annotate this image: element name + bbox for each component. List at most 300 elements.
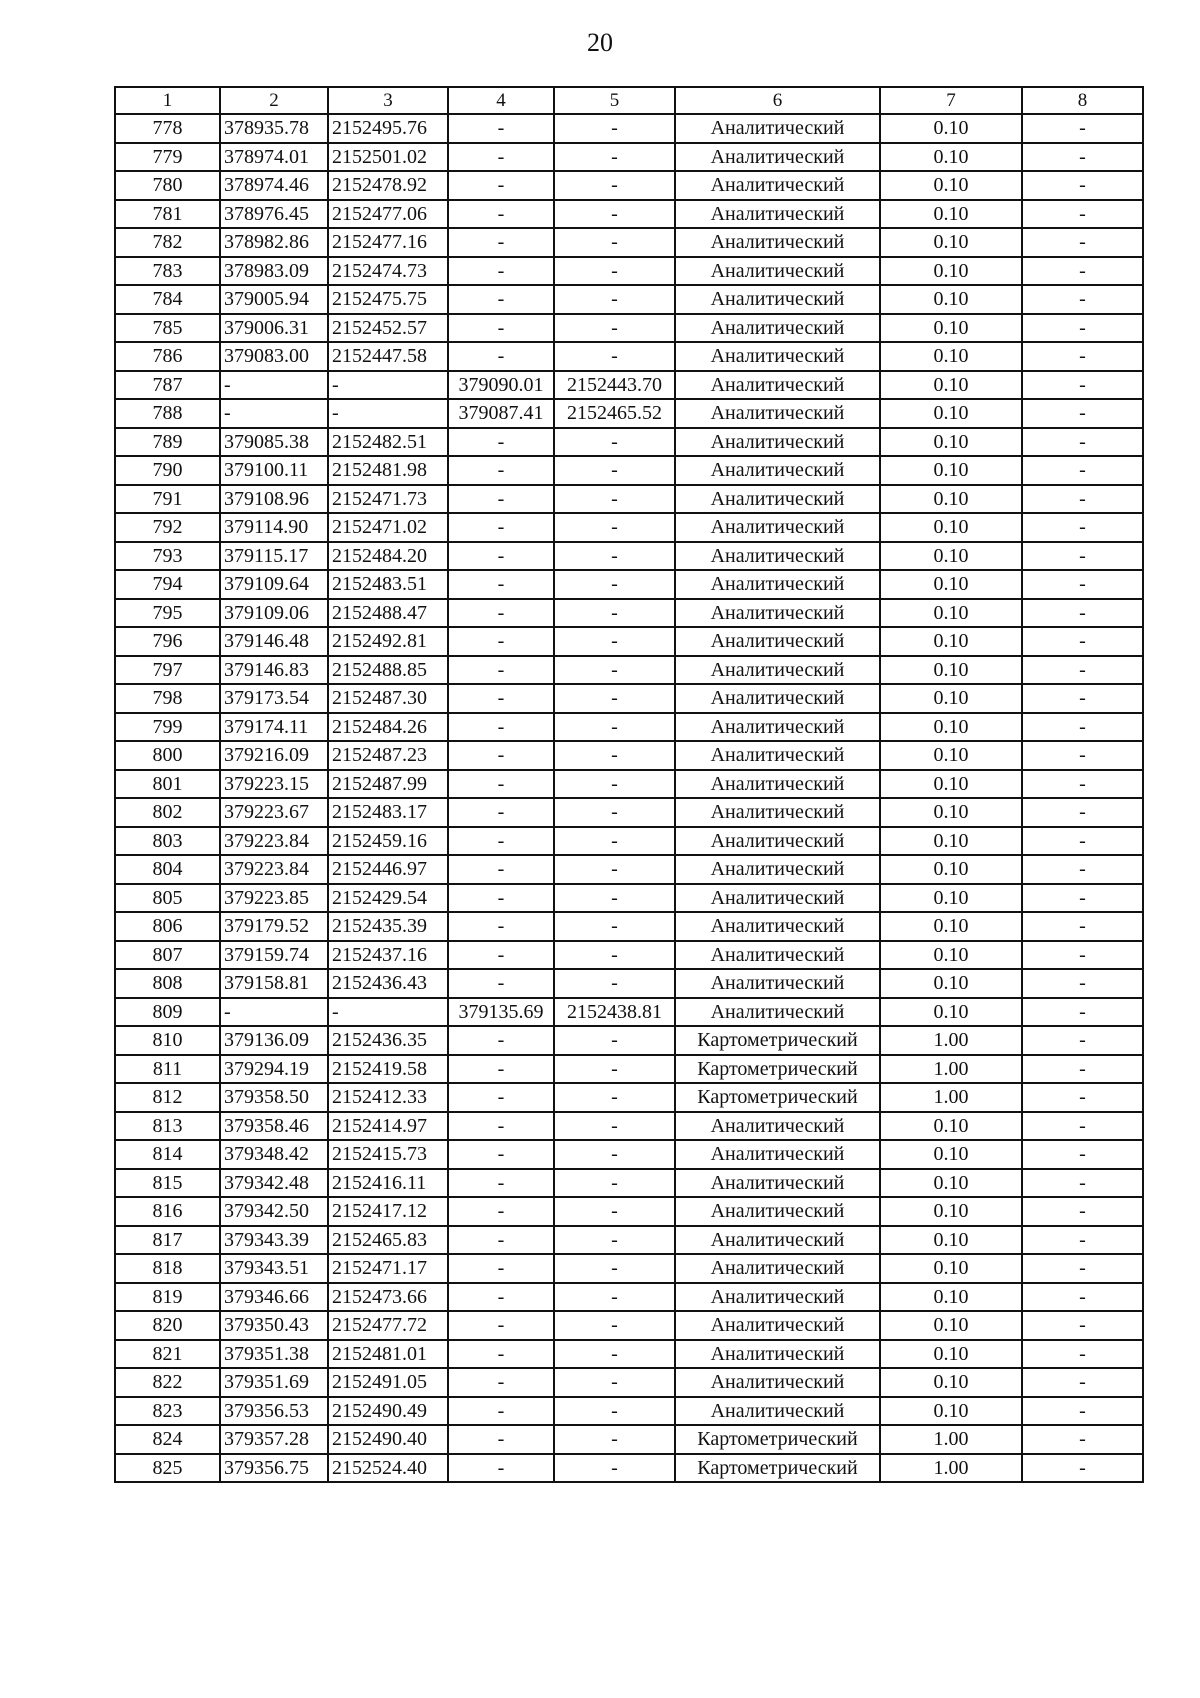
table-cell: - xyxy=(1022,428,1143,457)
table-cell: 2152481.01 xyxy=(328,1340,448,1369)
table-cell: 378974.46 xyxy=(220,171,328,200)
table-row xyxy=(115,969,1143,998)
table-cell: 379342.50 xyxy=(220,1197,328,1226)
table-cell: 2152459.16 xyxy=(328,827,448,856)
table-cell: 0.10 xyxy=(880,855,1022,884)
table-cell: - xyxy=(554,485,675,514)
table-cell: 379351.69 xyxy=(220,1368,328,1397)
table-cell: - xyxy=(554,1226,675,1255)
table-cell: Аналитический xyxy=(675,998,880,1027)
table-cell: - xyxy=(554,684,675,713)
table-cell: Аналитический xyxy=(675,798,880,827)
table-cell: 379351.38 xyxy=(220,1340,328,1369)
table-cell: Аналитический xyxy=(675,485,880,514)
table-cell: Аналитический xyxy=(675,428,880,457)
column-header: 1 xyxy=(115,87,220,114)
table-cell: 804 xyxy=(115,855,220,884)
table-cell: - xyxy=(554,342,675,371)
table-cell: 2152417.12 xyxy=(328,1197,448,1226)
table-cell: 817 xyxy=(115,1226,220,1255)
table-cell: 379179.52 xyxy=(220,912,328,941)
table-cell: - xyxy=(554,314,675,343)
table-row xyxy=(115,1197,1143,1226)
table-cell: Аналитический xyxy=(675,228,880,257)
table-cell: 2152483.51 xyxy=(328,570,448,599)
table-cell: - xyxy=(554,656,675,685)
table-cell: 805 xyxy=(115,884,220,913)
table-cell: Аналитический xyxy=(675,371,880,400)
table-cell: - xyxy=(1022,285,1143,314)
table-cell: 2152483.17 xyxy=(328,798,448,827)
table-row xyxy=(115,998,1143,1027)
table-cell: 0.10 xyxy=(880,285,1022,314)
table-cell: - xyxy=(448,912,554,941)
table-row xyxy=(115,855,1143,884)
table-cell: - xyxy=(554,1197,675,1226)
table-cell: - xyxy=(1022,969,1143,998)
table-cell: 379223.84 xyxy=(220,855,328,884)
table-cell: - xyxy=(1022,228,1143,257)
table-cell: Аналитический xyxy=(675,713,880,742)
table-cell: 801 xyxy=(115,770,220,799)
table-cell: - xyxy=(554,570,675,599)
table-cell: 2152471.17 xyxy=(328,1254,448,1283)
table-cell: 379223.84 xyxy=(220,827,328,856)
table-row xyxy=(115,371,1143,400)
table-cell: - xyxy=(1022,399,1143,428)
table-cell: 0.10 xyxy=(880,599,1022,628)
table-row xyxy=(115,1169,1143,1198)
table-cell: 379343.51 xyxy=(220,1254,328,1283)
table-cell: 379158.81 xyxy=(220,969,328,998)
table-cell: - xyxy=(1022,1197,1143,1226)
table-cell: 379174.11 xyxy=(220,713,328,742)
table-cell: 378935.78 xyxy=(220,114,328,143)
table-cell: - xyxy=(448,485,554,514)
table-cell: 2152492.81 xyxy=(328,627,448,656)
table-cell: Картометрический xyxy=(675,1454,880,1483)
table-cell: 0.10 xyxy=(880,941,1022,970)
table-cell: Аналитический xyxy=(675,1397,880,1426)
table-cell: - xyxy=(1022,200,1143,229)
table-cell: 379216.09 xyxy=(220,741,328,770)
table-row xyxy=(115,285,1143,314)
table-cell: 0.10 xyxy=(880,1169,1022,1198)
table-cell: 822 xyxy=(115,1368,220,1397)
table-cell: - xyxy=(448,1226,554,1255)
table-cell: 379146.48 xyxy=(220,627,328,656)
table-cell: - xyxy=(554,1397,675,1426)
column-header: 8 xyxy=(1022,87,1143,114)
table-cell: - xyxy=(554,200,675,229)
table-cell: 379357.28 xyxy=(220,1425,328,1454)
table-cell: - xyxy=(1022,570,1143,599)
table-cell: - xyxy=(1022,513,1143,542)
table-cell: 0.10 xyxy=(880,485,1022,514)
table-cell: - xyxy=(1022,855,1143,884)
table-row xyxy=(115,912,1143,941)
table-row xyxy=(115,1140,1143,1169)
table-cell: - xyxy=(220,371,328,400)
table-cell: 379136.09 xyxy=(220,1026,328,1055)
table-cell: 2152501.02 xyxy=(328,143,448,172)
table-cell: Аналитический xyxy=(675,770,880,799)
table-cell: 793 xyxy=(115,542,220,571)
table-cell: 0.10 xyxy=(880,342,1022,371)
table-cell: - xyxy=(1022,1283,1143,1312)
table-cell: 378974.01 xyxy=(220,143,328,172)
table-cell: 0.10 xyxy=(880,200,1022,229)
table-cell: - xyxy=(554,1425,675,1454)
table-cell: - xyxy=(448,884,554,913)
table-cell: 823 xyxy=(115,1397,220,1426)
table-cell: 0.10 xyxy=(880,884,1022,913)
table-cell: - xyxy=(448,257,554,286)
table-cell: 0.10 xyxy=(880,1340,1022,1369)
table-row xyxy=(115,656,1143,685)
table-cell: 379342.48 xyxy=(220,1169,328,1198)
table-cell: - xyxy=(448,855,554,884)
table-cell: - xyxy=(448,314,554,343)
table-cell: - xyxy=(448,285,554,314)
table-cell: Аналитический xyxy=(675,1197,880,1226)
table-cell: 0.10 xyxy=(880,1397,1022,1426)
table-row xyxy=(115,314,1143,343)
table-cell: Аналитический xyxy=(675,513,880,542)
table-cell: 2152478.92 xyxy=(328,171,448,200)
table-cell: 0.10 xyxy=(880,1197,1022,1226)
table-cell: 379159.74 xyxy=(220,941,328,970)
table-cell: - xyxy=(1022,1311,1143,1340)
table-cell: 2152482.51 xyxy=(328,428,448,457)
table-cell: 815 xyxy=(115,1169,220,1198)
table-cell: - xyxy=(554,1140,675,1169)
table-cell: 802 xyxy=(115,798,220,827)
table-cell: - xyxy=(448,143,554,172)
table-cell: 800 xyxy=(115,741,220,770)
table-row xyxy=(115,542,1143,571)
table-cell: 0.10 xyxy=(880,912,1022,941)
table-cell: 2152465.83 xyxy=(328,1226,448,1255)
table-cell: - xyxy=(1022,627,1143,656)
table-cell: 809 xyxy=(115,998,220,1027)
table-cell: 791 xyxy=(115,485,220,514)
table-cell: - xyxy=(1022,342,1143,371)
table-row xyxy=(115,1112,1143,1141)
table-row xyxy=(115,1368,1143,1397)
table-cell: - xyxy=(1022,456,1143,485)
table-row xyxy=(115,599,1143,628)
column-header: 3 xyxy=(328,87,448,114)
table-cell: 2152471.02 xyxy=(328,513,448,542)
table-cell: - xyxy=(554,456,675,485)
table-cell: 0.10 xyxy=(880,428,1022,457)
table-cell: 2152488.85 xyxy=(328,656,448,685)
table-cell: 0.10 xyxy=(880,456,1022,485)
table-cell: 821 xyxy=(115,1340,220,1369)
table-cell: - xyxy=(448,428,554,457)
table-cell: - xyxy=(448,827,554,856)
table-cell: 0.10 xyxy=(880,998,1022,1027)
table-cell: 816 xyxy=(115,1197,220,1226)
table-cell: 780 xyxy=(115,171,220,200)
table-cell: 379223.67 xyxy=(220,798,328,827)
table-cell: 379348.42 xyxy=(220,1140,328,1169)
table-cell: 1.00 xyxy=(880,1026,1022,1055)
table-cell: 781 xyxy=(115,200,220,229)
table-cell: 0.10 xyxy=(880,114,1022,143)
table-cell: - xyxy=(1022,171,1143,200)
table-cell: 379109.64 xyxy=(220,570,328,599)
table-cell: - xyxy=(554,285,675,314)
table-cell: 2152443.70 xyxy=(554,371,675,400)
table-cell: - xyxy=(1022,827,1143,856)
table-cell: 0.10 xyxy=(880,1140,1022,1169)
table-cell: - xyxy=(220,998,328,1027)
table-cell: - xyxy=(448,1283,554,1312)
table-row xyxy=(115,114,1143,143)
table-header-row xyxy=(115,87,1143,114)
table-cell: 379350.43 xyxy=(220,1311,328,1340)
table-cell: - xyxy=(1022,912,1143,941)
table-row xyxy=(115,456,1143,485)
table-cell: - xyxy=(554,969,675,998)
table-cell: - xyxy=(1022,1226,1143,1255)
table-cell: - xyxy=(1022,1169,1143,1198)
table-cell: - xyxy=(448,599,554,628)
table-cell: - xyxy=(554,855,675,884)
table-row xyxy=(115,1055,1143,1084)
table-cell: 818 xyxy=(115,1254,220,1283)
table-row xyxy=(115,713,1143,742)
table-cell: Аналитический xyxy=(675,285,880,314)
table-row xyxy=(115,513,1143,542)
table-cell: 2152416.11 xyxy=(328,1169,448,1198)
table-cell: 0.10 xyxy=(880,1311,1022,1340)
table-cell: - xyxy=(1022,713,1143,742)
table-cell: - xyxy=(448,1254,554,1283)
table-cell: 379115.17 xyxy=(220,542,328,571)
table-cell: 379114.90 xyxy=(220,513,328,542)
table-cell: 0.10 xyxy=(880,684,1022,713)
table-row xyxy=(115,228,1143,257)
table-cell: Аналитический xyxy=(675,200,880,229)
table-cell: Аналитический xyxy=(675,1226,880,1255)
table-cell: 2152524.40 xyxy=(328,1454,448,1483)
table-cell: Аналитический xyxy=(675,1340,880,1369)
table-row xyxy=(115,143,1143,172)
table-cell: Аналитический xyxy=(675,656,880,685)
coordinates-table xyxy=(114,86,1144,1483)
table-cell: - xyxy=(1022,257,1143,286)
table-cell: - xyxy=(1022,1026,1143,1055)
table-cell: 0.10 xyxy=(880,827,1022,856)
table-cell: 824 xyxy=(115,1425,220,1454)
table-cell: Аналитический xyxy=(675,969,880,998)
table-cell: - xyxy=(448,1454,554,1483)
table-cell: 1.00 xyxy=(880,1055,1022,1084)
table-cell: - xyxy=(448,456,554,485)
table-cell: Аналитический xyxy=(675,314,880,343)
table-cell: - xyxy=(1022,542,1143,571)
table-cell: - xyxy=(554,741,675,770)
table-row xyxy=(115,342,1143,371)
table-cell: - xyxy=(1022,1055,1143,1084)
table-cell: 0.10 xyxy=(880,969,1022,998)
table-row xyxy=(115,1340,1143,1369)
table-cell: 0.10 xyxy=(880,1254,1022,1283)
table-cell: - xyxy=(1022,798,1143,827)
table-cell: 379223.15 xyxy=(220,770,328,799)
table-cell: 2152436.43 xyxy=(328,969,448,998)
table-row xyxy=(115,1311,1143,1340)
table-cell: 379087.41 xyxy=(448,399,554,428)
table-cell: 2152475.75 xyxy=(328,285,448,314)
table-cell: - xyxy=(1022,1454,1143,1483)
table-cell: 803 xyxy=(115,827,220,856)
table-cell: Аналитический xyxy=(675,143,880,172)
table-row xyxy=(115,1226,1143,1255)
table-cell: 379005.94 xyxy=(220,285,328,314)
table-cell: 379109.06 xyxy=(220,599,328,628)
table-cell: - xyxy=(554,884,675,913)
table-cell: Аналитический xyxy=(675,1140,880,1169)
table-cell: - xyxy=(554,827,675,856)
table-cell: - xyxy=(554,798,675,827)
table-cell: 2152435.39 xyxy=(328,912,448,941)
table-cell: - xyxy=(554,912,675,941)
table-cell: Аналитический xyxy=(675,171,880,200)
table-cell: 0.10 xyxy=(880,257,1022,286)
table-cell: 2152484.26 xyxy=(328,713,448,742)
table-cell: Аналитический xyxy=(675,342,880,371)
table-row xyxy=(115,257,1143,286)
table-cell: - xyxy=(328,371,448,400)
column-header: 4 xyxy=(448,87,554,114)
table-cell: 812 xyxy=(115,1083,220,1112)
table-cell: - xyxy=(554,143,675,172)
table-cell: 789 xyxy=(115,428,220,457)
table-cell: - xyxy=(448,513,554,542)
table-cell: 2152474.73 xyxy=(328,257,448,286)
table-row xyxy=(115,171,1143,200)
table-cell: 0.10 xyxy=(880,171,1022,200)
table-cell: 792 xyxy=(115,513,220,542)
table-cell: - xyxy=(1022,884,1143,913)
table-cell: Аналитический xyxy=(675,855,880,884)
table-cell: 796 xyxy=(115,627,220,656)
table-cell: Аналитический xyxy=(675,627,880,656)
table-cell: Аналитический xyxy=(675,114,880,143)
table-cell: - xyxy=(1022,1425,1143,1454)
table-cell: 379294.19 xyxy=(220,1055,328,1084)
table-cell: - xyxy=(448,1425,554,1454)
table-cell: - xyxy=(448,969,554,998)
table-cell: - xyxy=(1022,1112,1143,1141)
table-cell: 795 xyxy=(115,599,220,628)
table-cell: - xyxy=(448,1140,554,1169)
table-cell: - xyxy=(554,713,675,742)
table-cell: 0.10 xyxy=(880,399,1022,428)
table-cell: - xyxy=(448,171,554,200)
table-row xyxy=(115,884,1143,913)
table-cell: - xyxy=(554,428,675,457)
table-cell: 0.10 xyxy=(880,741,1022,770)
table-cell: 379356.75 xyxy=(220,1454,328,1483)
table-cell: 783 xyxy=(115,257,220,286)
table-cell: 379090.01 xyxy=(448,371,554,400)
table-row xyxy=(115,1283,1143,1312)
table-cell: 379100.11 xyxy=(220,456,328,485)
table-cell: - xyxy=(1022,1340,1143,1369)
table-cell: Аналитический xyxy=(675,1112,880,1141)
table-cell: - xyxy=(448,1197,554,1226)
table-cell: 814 xyxy=(115,1140,220,1169)
table-cell: 2152484.20 xyxy=(328,542,448,571)
column-header: 2 xyxy=(220,87,328,114)
table-cell: 786 xyxy=(115,342,220,371)
table-cell: - xyxy=(554,627,675,656)
table-cell: 2152487.99 xyxy=(328,770,448,799)
table-row xyxy=(115,1254,1143,1283)
table-cell: - xyxy=(554,513,675,542)
table-cell: - xyxy=(554,1112,675,1141)
table-cell: - xyxy=(554,1311,675,1340)
column-header: 5 xyxy=(554,87,675,114)
table-row xyxy=(115,200,1143,229)
table-cell: 2152477.06 xyxy=(328,200,448,229)
table-cell: - xyxy=(448,570,554,599)
table-cell: 797 xyxy=(115,656,220,685)
table-cell: Картометрический xyxy=(675,1055,880,1084)
table-cell: 0.10 xyxy=(880,1112,1022,1141)
table-cell: 378976.45 xyxy=(220,200,328,229)
table-cell: 2152429.54 xyxy=(328,884,448,913)
table-cell: 825 xyxy=(115,1454,220,1483)
table-cell: - xyxy=(554,1026,675,1055)
table-cell: 379135.69 xyxy=(448,998,554,1027)
table-cell: - xyxy=(448,684,554,713)
table-cell: 2152495.76 xyxy=(328,114,448,143)
table-cell: 2152471.73 xyxy=(328,485,448,514)
table-cell: Аналитический xyxy=(675,1254,880,1283)
table-cell: 2152447.58 xyxy=(328,342,448,371)
table-cell: 820 xyxy=(115,1311,220,1340)
table-cell: - xyxy=(554,1055,675,1084)
table-cell: 2152412.33 xyxy=(328,1083,448,1112)
table-cell: - xyxy=(448,1311,554,1340)
table-cell: 784 xyxy=(115,285,220,314)
table-cell: - xyxy=(554,599,675,628)
table-cell: - xyxy=(448,1340,554,1369)
table-cell: 0.10 xyxy=(880,770,1022,799)
table-cell: - xyxy=(554,114,675,143)
table-cell: 787 xyxy=(115,371,220,400)
table-cell: - xyxy=(1022,941,1143,970)
table-cell: 790 xyxy=(115,456,220,485)
table-cell: 2152438.81 xyxy=(554,998,675,1027)
table-cell: - xyxy=(1022,770,1143,799)
table-cell: 0.10 xyxy=(880,228,1022,257)
table-cell: - xyxy=(554,1083,675,1112)
table-cell: - xyxy=(448,798,554,827)
table-cell: Аналитический xyxy=(675,570,880,599)
table-cell: - xyxy=(448,1368,554,1397)
table-cell: - xyxy=(554,1340,675,1369)
table-cell: 813 xyxy=(115,1112,220,1141)
table-cell: Аналитический xyxy=(675,542,880,571)
table-cell: Аналитический xyxy=(675,941,880,970)
